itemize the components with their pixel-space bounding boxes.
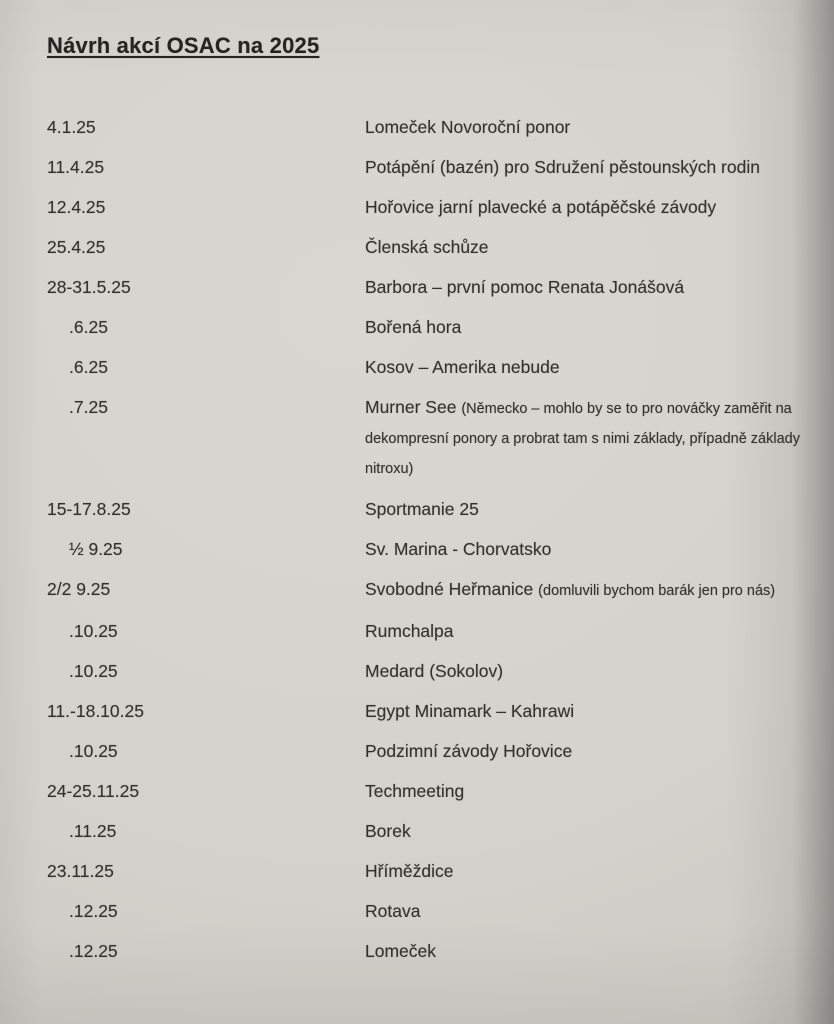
event-cell bbox=[365, 817, 812, 845]
event-name: Hořovice jarní plavecké a potápěčské závody bbox=[365, 197, 717, 217]
schedule-list bbox=[47, 113, 812, 965]
schedule-row bbox=[47, 697, 812, 725]
event-date: 11.4.25 bbox=[47, 157, 105, 177]
event-cell bbox=[365, 313, 812, 341]
schedule-row bbox=[47, 393, 812, 483]
schedule-row bbox=[47, 777, 812, 805]
schedule-row bbox=[47, 657, 812, 685]
event-cell bbox=[365, 113, 812, 141]
event-cell bbox=[365, 273, 812, 301]
event-name: Potápění (bazén) pro Sdružení pěstounských rodin bbox=[365, 157, 760, 177]
event-cell bbox=[365, 697, 812, 725]
event-name: Členská schůze bbox=[365, 237, 489, 257]
event-date: .10.25 bbox=[69, 741, 118, 761]
event-date: .6.25 bbox=[69, 317, 108, 337]
event-date: .6.25 bbox=[69, 357, 108, 377]
schedule-row bbox=[47, 273, 812, 301]
event-date: .7.25 bbox=[69, 397, 108, 417]
event-cell bbox=[365, 153, 812, 181]
event-date: 23.11.25 bbox=[47, 861, 114, 881]
schedule-row bbox=[47, 857, 812, 885]
event-cell bbox=[365, 617, 812, 645]
event-name: Medard (Sokolov) bbox=[365, 661, 504, 681]
event-date: .10.25 bbox=[69, 661, 118, 681]
schedule-row bbox=[47, 153, 812, 181]
event-date: 2/2 9.25 bbox=[47, 579, 111, 599]
schedule-row bbox=[47, 737, 812, 765]
event-date: 4.1.25 bbox=[47, 117, 96, 137]
event-note: (domluvili bychom barák jen pro nás) bbox=[538, 583, 776, 599]
event-date: 12.4.25 bbox=[47, 197, 106, 217]
page bbox=[47, 33, 812, 977]
schedule-row bbox=[47, 817, 812, 845]
event-date: 24-25.11.25 bbox=[47, 781, 140, 801]
schedule-row bbox=[47, 113, 812, 141]
event-cell bbox=[365, 737, 812, 765]
event-name: Murner See bbox=[365, 397, 457, 417]
schedule-row bbox=[47, 495, 812, 523]
schedule-row bbox=[47, 353, 812, 381]
event-name: Lomeček Novoroční ponor bbox=[365, 117, 571, 137]
event-name: Sportmanie 25 bbox=[365, 499, 479, 519]
event-cell bbox=[365, 393, 812, 483]
event-date: 15-17.8.25 bbox=[47, 499, 131, 519]
event-name: Svobodné Heřmanice bbox=[365, 579, 534, 599]
event-cell bbox=[365, 233, 812, 261]
event-name: Hříměždice bbox=[365, 861, 454, 881]
event-date: 25.4.25 bbox=[47, 237, 106, 257]
event-name: Kosov – Amerika nebude bbox=[365, 357, 560, 377]
event-name: Borek bbox=[365, 821, 411, 841]
schedule-row bbox=[47, 617, 812, 645]
event-cell bbox=[365, 193, 812, 221]
event-name: Rumchalpa bbox=[365, 621, 454, 641]
event-name: Egypt Minamark – Kahrawi bbox=[365, 701, 575, 721]
schedule-row bbox=[47, 233, 812, 261]
event-cell bbox=[365, 657, 812, 685]
event-date: 11.-18.10.25 bbox=[47, 701, 144, 721]
event-cell bbox=[365, 575, 812, 605]
schedule-row bbox=[47, 535, 812, 563]
event-name: Lomeček bbox=[365, 941, 437, 961]
event-note: (Německo – mohlo by se to pro nováčky zaměřit na dekompresní ponory a probrat tam s nimi základy, případně základy nitroxu) bbox=[365, 401, 800, 477]
schedule-row bbox=[47, 937, 812, 965]
event-date: .10.25 bbox=[69, 621, 118, 641]
schedule-row bbox=[47, 313, 812, 341]
event-cell bbox=[365, 777, 812, 805]
event-name: Podzimní závody Hořovice bbox=[365, 741, 573, 761]
event-date: ½ 9.25 bbox=[69, 539, 123, 559]
event-cell bbox=[365, 897, 812, 925]
event-cell bbox=[365, 857, 812, 885]
schedule-row bbox=[47, 897, 812, 925]
event-name: Bořená hora bbox=[365, 317, 462, 337]
event-name: Rotava bbox=[365, 901, 421, 921]
event-name: Sv. Marina - Chorvatsko bbox=[365, 539, 552, 559]
event-date: .12.25 bbox=[69, 901, 118, 921]
event-cell bbox=[365, 353, 812, 381]
schedule-row bbox=[47, 575, 812, 605]
document-title: Návrh akcí OSAC na 2025 bbox=[47, 33, 320, 58]
event-cell bbox=[365, 535, 812, 563]
event-date: .12.25 bbox=[69, 941, 118, 961]
event-name: Barbora – první pomoc Renata Jonášová bbox=[365, 277, 685, 297]
schedule-row bbox=[47, 193, 812, 221]
event-date: .11.25 bbox=[69, 821, 117, 841]
event-cell bbox=[365, 937, 812, 965]
event-cell bbox=[365, 495, 812, 523]
event-date: 28-31.5.25 bbox=[47, 277, 131, 297]
event-name: Techmeeting bbox=[365, 781, 465, 801]
